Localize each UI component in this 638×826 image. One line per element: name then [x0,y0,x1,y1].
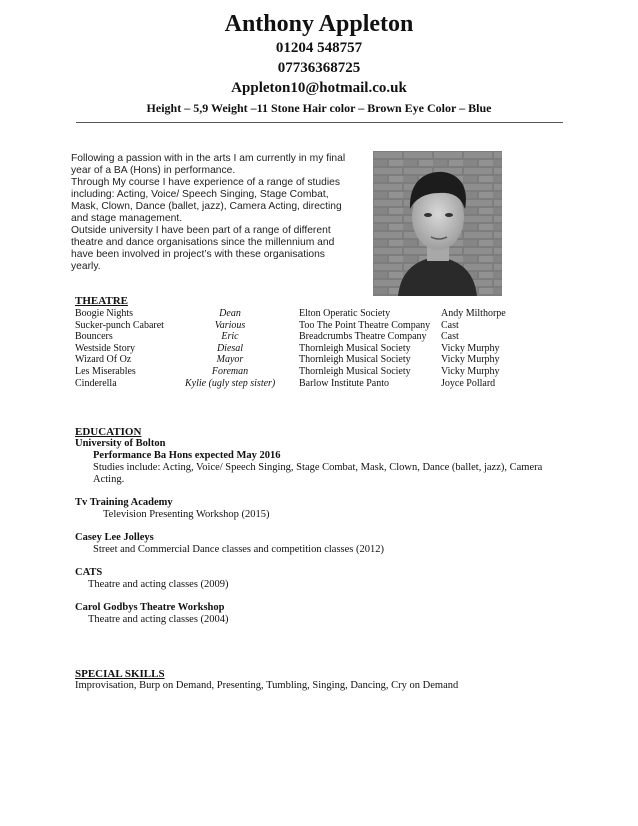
company: Thornleigh Musical Society [299,342,411,354]
company: Barlow Institute Panto [299,377,389,389]
role: Foreman [211,365,249,377]
course-details: Television Presenting Workshop (2015) [103,509,270,520]
course-details: Theatre and acting classes (2004) [88,614,229,625]
institution-name: University of Bolton [75,438,166,449]
headshot-photo [373,151,502,296]
special-skills-heading: SPECIAL SKILLS [75,668,165,680]
company: Elton Operatic Society [299,308,391,319]
statement-paragraph-1: Following a passion with in the arts I am currently in my final year of a BA (Hons) in performance. [71,153,346,176]
cv-header [0,10,638,116]
theatre-section [75,294,545,389]
phone-number-2: 07736368725 [277,60,361,76]
statement-paragraph-3: Outside university I have been part of a range of different theatre and dance organisations since the millennium and have been involved in project’s with these organisations yearly. [71,225,335,272]
show-title: Wizard Of Oz [75,354,132,366]
education-entry [75,567,555,591]
role: Eric [221,331,239,343]
show-title: Cinderella [75,377,117,389]
education-entry [75,438,555,486]
director: Cast [441,319,459,331]
course-details: Street and Commercial Dance classes and competition classes (2012) [93,544,384,555]
header-divider [76,122,563,123]
education-entry [75,532,555,556]
role: Kylie (ugly step sister) [185,377,276,389]
show-title: Boogie Nights [75,308,134,319]
special-skills-section [75,668,555,692]
role: Dean [219,308,241,319]
table-row [75,331,545,343]
role: Various [214,319,246,331]
director: Andy Milthorpe [441,308,506,319]
institution-name: Carol Godbys Theatre Workshop [75,602,225,613]
email-address: Appleton10@hotmail.co.uk [231,80,407,96]
company: Thornleigh Musical Society [299,365,411,377]
show-title: Les Miserables [75,365,136,377]
director: Cast [441,331,459,343]
table-row [75,320,545,332]
director: Vicky Murphy [441,342,500,354]
phone-number-1: 01204 548757 [275,40,363,56]
show-title: Bouncers [75,331,113,343]
course-details: Studies include: Acting, Voice/ Speech Singing, Stage Combat, Mask, Clown, Dance (ballet, jazz), Camera Acting. [93,462,543,485]
statement-paragraph-2: Through My course I have experience of a range of studies including: Acting, Voice/ Speech Singing, Stage Combat, Mask, Clown, Dance (ballet, jazz), Camera Acting, directing and stage management. [71,177,342,224]
education-entry [75,497,555,521]
director: Vicky Murphy [441,354,500,366]
director: Joyce Pollard [441,377,496,389]
personal-statement [71,153,356,273]
director: Vicky Murphy [441,365,500,377]
table-row [75,354,545,366]
table-row [75,308,545,320]
role: Mayor [216,354,244,366]
table-row [75,378,545,390]
company: Thornleigh Musical Society [299,354,411,366]
show-title: Sucker-punch Cabaret [75,319,164,331]
education-section [75,426,555,637]
applicant-name: Anthony Appleton [224,11,414,37]
company: Too The Point Theatre Company [299,319,431,331]
company: Breadcrumbs Theatre Company [299,331,427,343]
role: Diesal [216,342,244,354]
skills-list: Improvisation, Burp on Demand, Presenting, Tumbling, Singing, Dancing, Cry on Demand [75,680,459,691]
education-entry [75,602,555,626]
institution-name: CATS [75,567,103,578]
course-title: Performance Ba Hons expected May 2016 [93,450,281,461]
course-details: Theatre and acting classes (2009) [88,579,229,590]
education-heading: EDUCATION [75,426,142,438]
physical-stats: Height – 5,9 Weight –11 Stone Hair color – Brown Eye Color – Blue [146,101,492,115]
table-row [75,366,545,378]
show-title: Westside Story [75,342,136,354]
institution-name: Casey Lee Jolleys [75,532,154,543]
table-row [75,343,545,355]
institution-name: Tv Training Academy [75,497,173,508]
theatre-heading: THEATRE [75,295,128,307]
